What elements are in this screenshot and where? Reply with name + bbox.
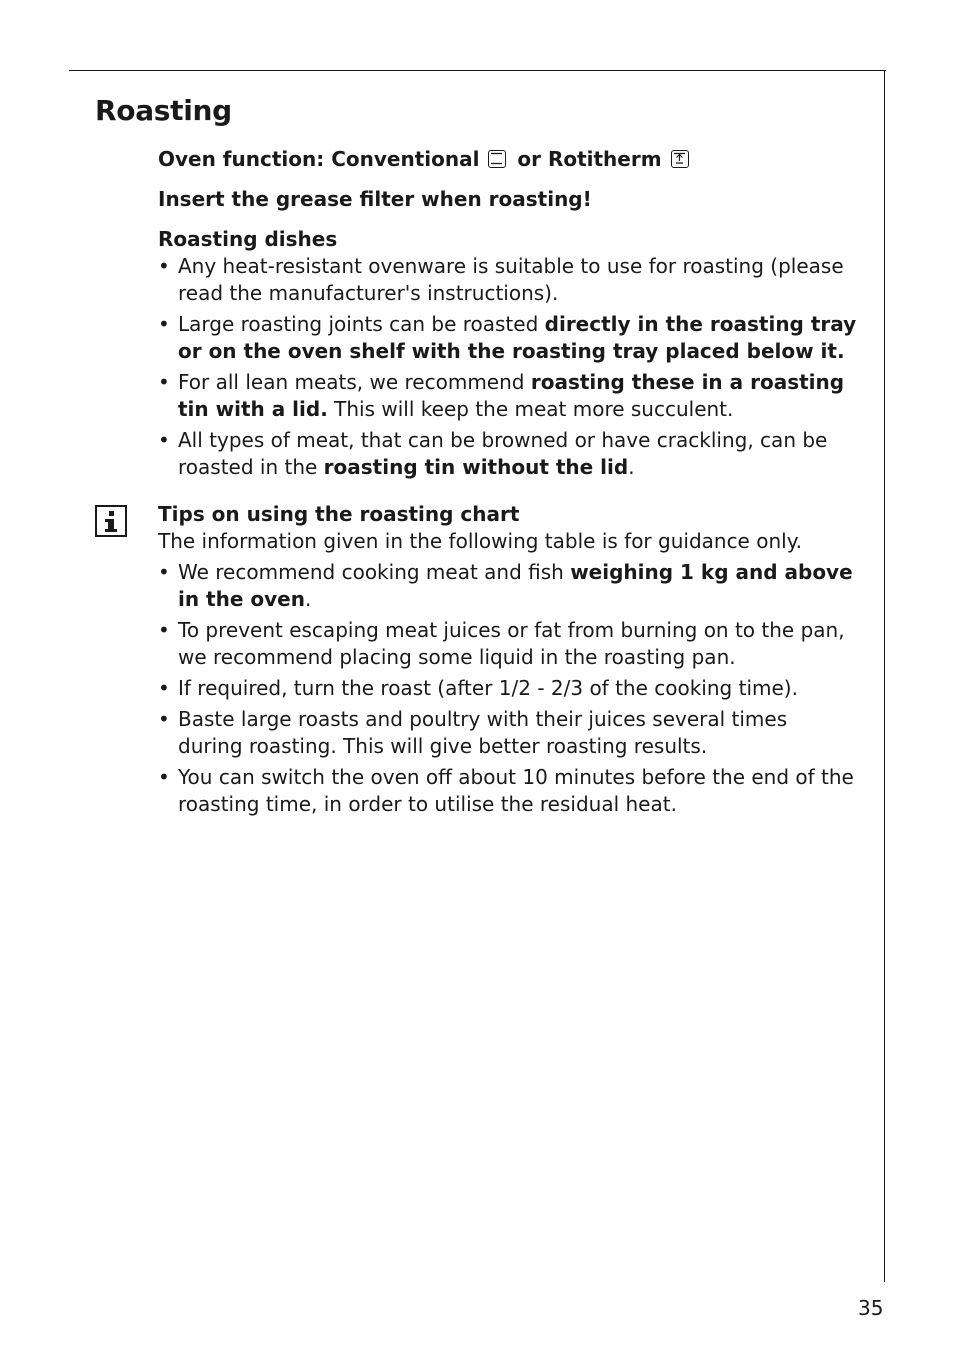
main-content [158, 146, 858, 822]
conventional-oven-icon [488, 150, 506, 168]
roasting-dishes-list [158, 253, 858, 481]
oven-function-connector: or Rotitherm [517, 147, 662, 171]
list-item: • We recommend cooking meat and fish weighing 1 kg and above in the oven. [158, 559, 858, 613]
top-rule [69, 70, 886, 71]
list-item: • You can switch the oven off about 10 minutes before the end of the roasting time, in order to utilise the residual heat. [158, 764, 858, 818]
right-rule [884, 70, 885, 1282]
list-item: • For all lean meats, we recommend roasting these in a roasting tin with a lid. This will keep the meat more succulent. [158, 369, 858, 423]
list-item: • Any heat-resistant ovenware is suitable to use for roasting (please read the manufacturer's instructions). [158, 253, 858, 307]
oven-function-label: Oven function: Conventional [158, 147, 480, 171]
page-number: 35 [858, 1296, 884, 1320]
tips-intro: The information given in the following table is for guidance only. [158, 529, 803, 553]
roasting-dishes-heading: Roasting dishes [158, 227, 338, 251]
rotitherm-icon [671, 150, 689, 168]
list-item: • To prevent escaping meat juices or fat from burning on to the pan, we recommend placing some liquid in the roasting pan. [158, 617, 858, 671]
list-item: • Baste large roasts and poultry with their juices several times during roasting. This will give better roasting results. [158, 706, 858, 760]
list-item: • Large roasting joints can be roasted directly in the roasting tray or on the oven shelf with the roasting tray placed below it. [158, 311, 858, 365]
tips-section [158, 501, 858, 818]
grease-filter-note: Insert the grease filter when roasting! [158, 187, 592, 211]
list-item: • All types of meat, that can be browned or have crackling, can be roasted in the roasting tin without the lid. [158, 427, 858, 481]
info-icon [95, 505, 127, 537]
list-item: • If required, turn the roast (after 1/2 - 2/3 of the cooking time). [158, 675, 858, 702]
tips-heading: Tips on using the roasting chart [158, 502, 520, 526]
page-title: Roasting [95, 94, 232, 127]
oven-function-line [158, 146, 858, 173]
tips-list [158, 559, 858, 818]
